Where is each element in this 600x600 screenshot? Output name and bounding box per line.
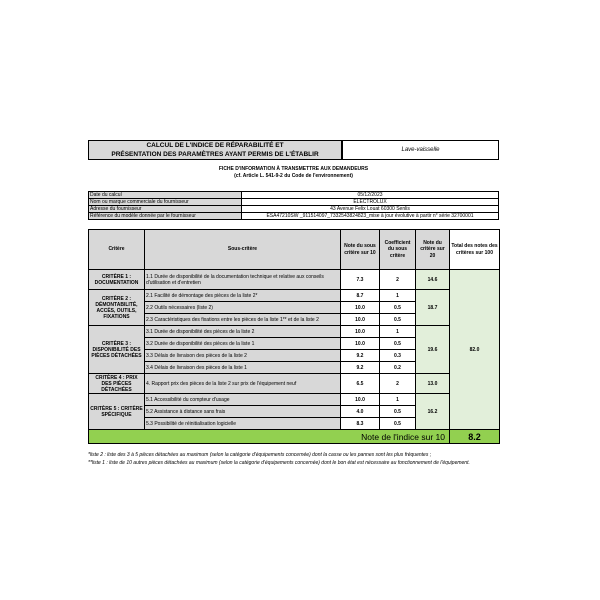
- header-critere: Critère: [89, 230, 145, 270]
- info-row: [89, 213, 499, 220]
- criterion-4: CRITÈRE 4 : PRIX DES PIÈCES DÉTACHÉES: [89, 374, 145, 394]
- title-line-2: PRÉSENTATION DES PARAMÈTRES AYANT PERMIS DE L'ÉTABLIR: [111, 150, 319, 158]
- subcriterion-coef: 0.5: [380, 302, 416, 314]
- subcriterion-note: 10.0: [341, 314, 380, 326]
- subcriterion-label: 5.2 Assistance à distance sans frais: [145, 406, 341, 418]
- criterion-note: 18.7: [416, 290, 450, 326]
- info-row: [89, 199, 499, 206]
- subcriterion-label: 4. Rapport prix des pièces de la liste 2 sur prix de l'équipement neuf: [145, 374, 341, 394]
- criterion-5: CRITÈRE 5 : CRITÈRE SPÉCIFIQUE: [89, 394, 145, 430]
- info-row: [89, 206, 499, 213]
- fiche-heading: [88, 166, 499, 180]
- subcriterion-note: 8.3: [341, 418, 380, 430]
- supplier-info-table: [88, 191, 499, 220]
- info-label: Référence du modèle donnée par le fournisseur: [89, 213, 242, 220]
- subcriterion-note: 10.0: [341, 394, 380, 406]
- info-label: Date du calcul: [89, 192, 242, 199]
- subcriterion-coef: 0.5: [380, 418, 416, 430]
- header-total: Total des notes des critères sur 100: [450, 230, 500, 270]
- footnote-liste-2: *liste 2 : liste des 3 à 5 pièces détachées au maximum (selon la catégorie d'équipements concernée) dont la casse ou les pannes sont les plus fréquentes ;: [88, 452, 432, 458]
- header-note-sous: Note du sous critère sur 10: [341, 230, 380, 270]
- table-header-row: [89, 230, 500, 270]
- subcriterion-label: 2.1 Facilité de démontage des pièces de la liste 2*: [145, 290, 341, 302]
- subcriterion-coef: 0.5: [380, 314, 416, 326]
- header-note20: Note du critère sur 20: [416, 230, 450, 270]
- title-line-1: CALCUL DE L'INDICE DE RÉPARABILITÉ ET: [146, 142, 284, 149]
- criterion-note: 13.0: [416, 374, 450, 394]
- subcriterion-note: 9.2: [341, 362, 380, 374]
- info-value: 05/12/2023: [242, 192, 499, 199]
- subcriterion-label: 2.3 Caractéristiques des fixations entre les pièces de la liste 1** et de la liste 2: [145, 314, 341, 326]
- repairability-table: [88, 229, 500, 444]
- subcriterion-note: 6.5: [341, 374, 380, 394]
- subcriterion-label: 2.2 Outils nécessaires (liste 2): [145, 302, 341, 314]
- subcriterion-note: 7.3: [341, 270, 380, 290]
- criterion-1: CRITÈRE 1 : DOCUMENTATION: [89, 270, 145, 290]
- subcriterion-coef: 1: [380, 326, 416, 338]
- table-row: [89, 394, 500, 406]
- criterion-note: 16.2: [416, 394, 450, 430]
- subcriterion-note: 8.7: [341, 290, 380, 302]
- subcriterion-label: 5.3 Possibilité de réinitialisation logicielle: [145, 418, 341, 430]
- subcriterion-note: 10.0: [341, 302, 380, 314]
- subcriterion-note: 4.0: [341, 406, 380, 418]
- total-score: 82.0: [450, 270, 500, 430]
- info-label: Nom ou marque commerciale du fournisseur: [89, 199, 242, 206]
- criterion-note: 14.6: [416, 270, 450, 290]
- final-score-label: Note de l'indice sur 10: [89, 430, 450, 444]
- subcriterion-coef: 2: [380, 270, 416, 290]
- criterion-3: CRITÈRE 3 : DISPONIBILITÉ DES PIÈCES DÉTACHÉES: [89, 326, 145, 374]
- subcriterion-coef: 0.5: [380, 406, 416, 418]
- subcriterion-coef: 0.5: [380, 338, 416, 350]
- fiche-line-1: FICHE D'INFORMATION À TRANSMETTRE AUX DEMANDEURS: [218, 166, 369, 172]
- subcriterion-label: 5.1 Accessibilité du compteur d'usage: [145, 394, 341, 406]
- table-row: [89, 270, 500, 290]
- subcriterion-coef: 2: [380, 374, 416, 394]
- table-row: [89, 374, 500, 394]
- header-sous-critere: Sous-critère: [145, 230, 341, 270]
- final-score-value: 8.2: [450, 430, 500, 444]
- criterion-note: 19.6: [416, 326, 450, 374]
- header-coef: Coefficient du sous critère: [380, 230, 416, 270]
- final-score-row: [89, 430, 500, 444]
- info-label: Adresse du fournisseur: [89, 206, 242, 213]
- subcriterion-label: 3.2 Durée de disponibilité des pièces de la liste 1: [145, 338, 341, 350]
- footnotes: [88, 452, 503, 467]
- subcriterion-label: 3.3 Délais de livraison des pièces de la liste 2: [145, 350, 341, 362]
- subcriterion-coef: 1: [380, 290, 416, 302]
- subcriterion-note: 10.0: [341, 338, 380, 350]
- document-title: [88, 140, 342, 160]
- subcriterion-note: 10.0: [341, 326, 380, 338]
- info-value: ELECTROLUX: [242, 199, 499, 206]
- subcriterion-coef: 0.2: [380, 362, 416, 374]
- subcriterion-coef: 0.3: [380, 350, 416, 362]
- table-row: [89, 326, 500, 338]
- info-row: [89, 192, 499, 199]
- subcriterion-label: 1.1 Durée de disponibilité de la documentation technique et relative aux conseils d'utilisation et d'entretien: [145, 270, 341, 290]
- product-type: Lave-vaisselle: [342, 140, 499, 160]
- subcriterion-label: 3.1 Durée de disponibilité des pièces de la liste 2: [145, 326, 341, 338]
- info-value: ESA47210SW _911514097_7332543824823_mise à jour évolutive à partir n° série 32700001: [242, 213, 499, 220]
- subcriterion-note: 9.2: [341, 350, 380, 362]
- fiche-line-2: (cf. Article L. 541-9-2 du Code de l'environnement): [234, 173, 353, 179]
- subcriterion-label: 3.4 Délais de livraison des pièces de la liste 1: [145, 362, 341, 374]
- footnote-liste-1: **liste 1 : liste de 10 autres pièces détachées au maximum (selon la catégorie d'équipements concernée) dont le bon état est nécessaire au fonctionnement de l'équipement.: [88, 459, 470, 466]
- table-row: [89, 290, 500, 302]
- criterion-2: CRITÈRE 2 : DÉMONTABILITÉ, ACCÈS, OUTILS, FIXATIONS: [89, 290, 145, 326]
- subcriterion-coef: 1: [380, 394, 416, 406]
- info-value: 43 Avenue Felix Louat 60300 Senlis: [242, 206, 499, 213]
